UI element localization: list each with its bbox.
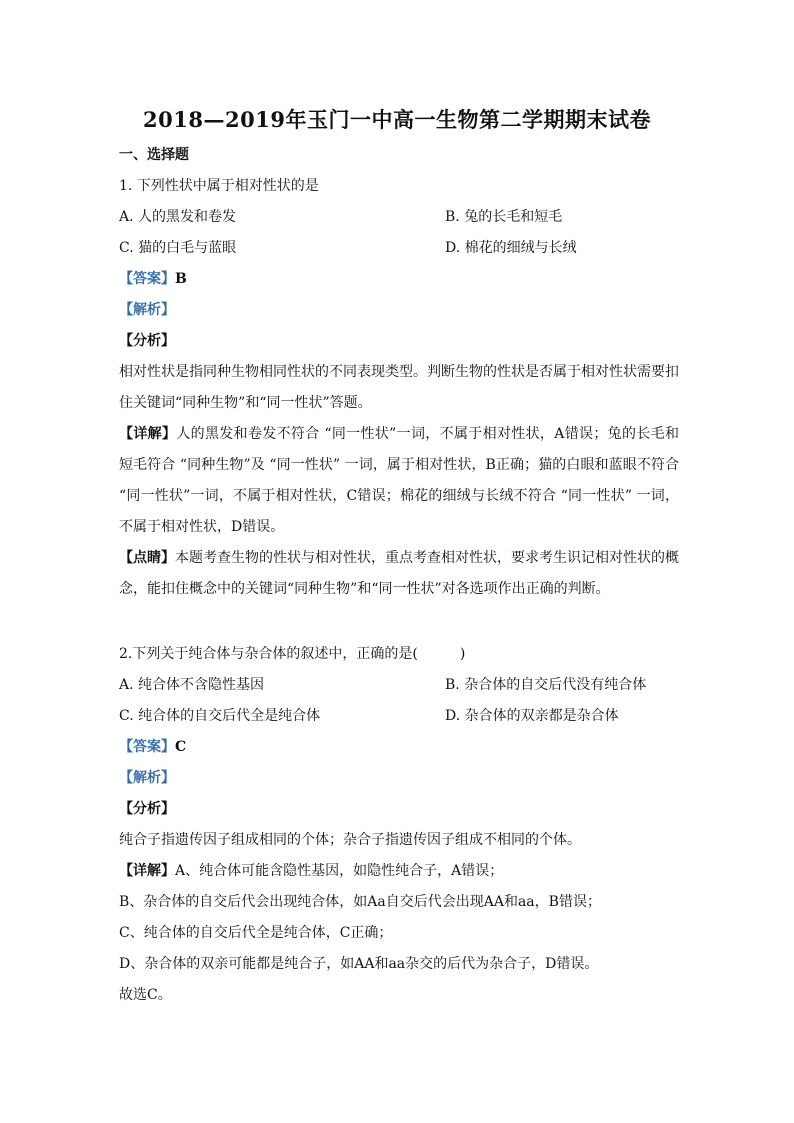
q2-detail-tag: 【详解】: [119, 863, 175, 879]
q1-option-b: B. 兔的长毛和短毛: [445, 209, 563, 225]
q2-answer-tag: 【答案】: [119, 739, 175, 755]
q2-detail-line-a: [119, 861, 503, 881]
q2-answer: [119, 737, 186, 757]
q1-fenxi-text: 相对性状是指同种生物相同性状的不同表现类型。判断生物的性状是否属于相对性状需要扣住关键词“同种生物”和“同一性状”答题。: [119, 364, 679, 411]
q2-option-d: D. 杂合体的双亲都是杂合体: [445, 708, 619, 724]
q2-detail-b: B、杂合体的自交后代会出现纯合体，如Aa自交后代会出现AA和aa，B错误；: [119, 894, 601, 910]
q2-detail-d: D、杂合体的双亲可能都是纯合子，如AA和aa杂交的后代为杂合子，D错误。: [119, 956, 599, 972]
q1-jiexi-tag: 【解析】: [119, 302, 175, 318]
q1-detail-tag: 【详解】: [119, 426, 177, 442]
q2-conclusion: 故选C。: [119, 987, 172, 1003]
q1-fenxi-tag: 【分析】: [119, 333, 175, 349]
q1-dianjing-text: 本题考查生物的性状与相对性状，重点考查相对性状，要求考生识记相对性状的概念，能扣住概念中的关键词“同种生物”和“同一性状”对各选项作出正确的判断。: [119, 550, 679, 597]
q2-jiexi-tag: 【解析】: [119, 770, 175, 786]
q2-option-a: A. 纯合体不含隐性基因: [119, 677, 265, 693]
page-title: 2018—2019年玉门一中高一生物第二学期期末试卷: [143, 107, 651, 132]
q2-stem: 2.下列关于纯合体与杂合体的叙述中，正确的是( ): [119, 646, 466, 662]
q2-fenxi-text: 纯合子指遗传因子组成相同的个体；杂合子指遗传因子组成不相同的个体。: [119, 832, 581, 848]
q2-fenxi-tag: 【分析】: [119, 801, 175, 817]
q1-detail-text: 人的黑发和卷发不符合 “同一性状”一词，不属于相对性状，A错误；兔的长毛和短毛符合 “同种生物”及 “同一性状” 一词，属于相对性状，B正确；猫的白眼和蓝眼不符合 “同一性状”一词，不属于相对性状，C错误；棉花的细绒与长绒不符合 “同一性状” 一词，不属于相对性状，D错误。: [119, 426, 679, 535]
q1-option-a: A. 人的黑发和卷发: [119, 209, 237, 225]
q1-dianjing-tag: 【点睛】: [119, 550, 175, 566]
q2-option-c: C. 纯合体的自交后代全是纯合体: [119, 708, 321, 724]
q2-detail-c: C、纯合体的自交后代全是纯合体，C正确；: [119, 925, 393, 941]
section-heading: 一、选择题: [119, 147, 189, 163]
q1-option-d: D. 棉花的细绒与长绒: [445, 240, 577, 256]
q2-detail-a: A、纯合体可能含隐性基因，如隐性纯合子，A错误；: [175, 863, 504, 879]
q1-detail: [119, 419, 679, 543]
q1-answer-tag: 【答案】: [119, 271, 175, 287]
q1-dianjing: [119, 543, 679, 605]
q1-answer: [119, 269, 187, 289]
q1-option-c: C. 猫的白毛与蓝眼: [119, 240, 237, 256]
q1-stem: 1. 下列性状中属于相对性状的是: [119, 178, 319, 194]
q2-answer-value: C: [175, 739, 187, 755]
q1-answer-value: B: [175, 271, 187, 287]
q2-option-b: B. 杂合体的自交后代没有纯合体: [445, 677, 647, 693]
